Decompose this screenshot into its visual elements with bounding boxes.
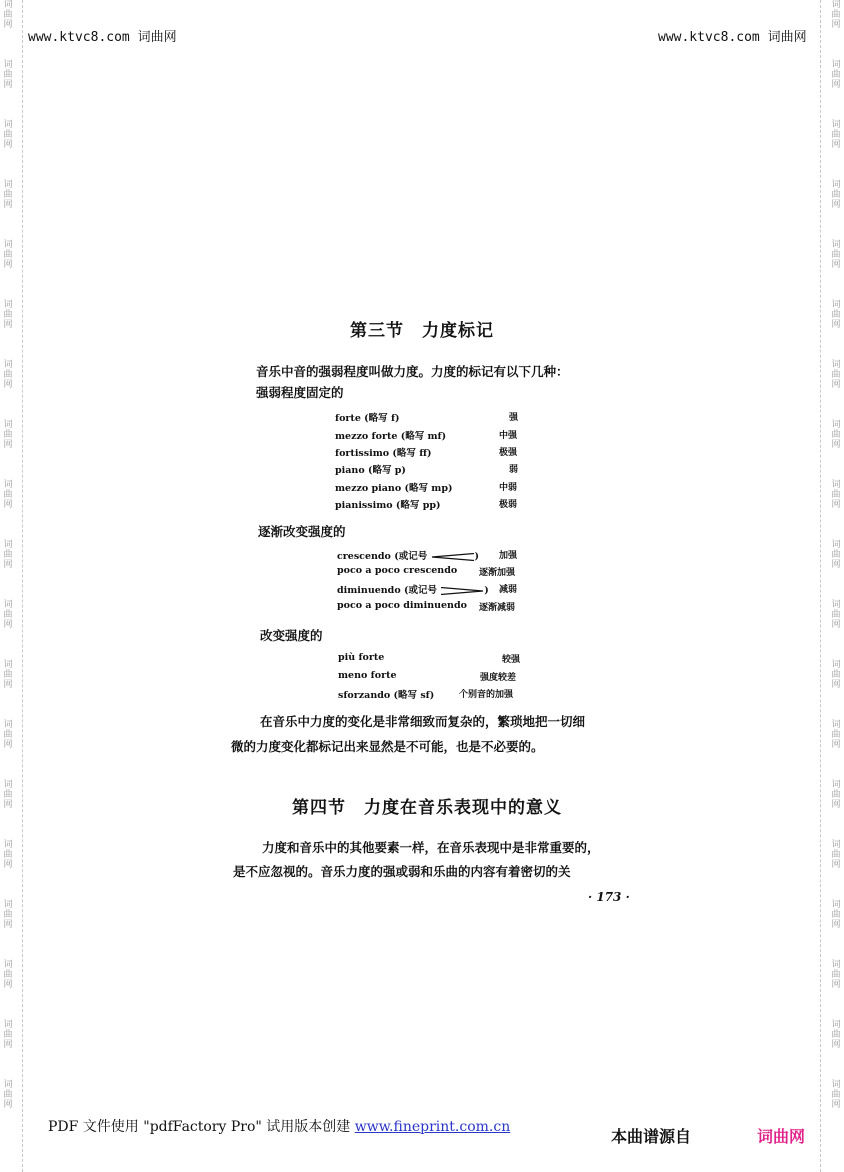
watermark-glyph-group xyxy=(831,360,840,390)
watermark-glyph: 词 xyxy=(3,0,13,10)
watermark-glyph: 网 xyxy=(3,560,13,570)
watermark-glyph: 词 xyxy=(3,1080,13,1090)
watermark-glyph: 词 xyxy=(831,660,841,670)
footer-source-label: 本曲谱源自 xyxy=(611,1127,692,1146)
watermark-glyph: 网 xyxy=(3,1040,13,1050)
section4-title: 第四节 力度在音乐表现中的意义 xyxy=(292,798,562,818)
group-change-heading: 改变强度的 xyxy=(260,628,323,643)
watermark-glyph: 曲 xyxy=(3,610,13,620)
watermark-glyph: 网 xyxy=(3,680,13,690)
watermark-glyph: 网 xyxy=(3,860,13,870)
term-name: crescendo (或记号 ) xyxy=(337,551,480,562)
watermark-glyph: 曲 xyxy=(831,850,841,860)
watermark-glyph: 网 xyxy=(3,380,13,390)
group-fixed-heading: 强弱程度固定的 xyxy=(256,385,344,400)
watermark-glyph: 网 xyxy=(831,860,841,870)
left-dashed-border xyxy=(22,0,23,1172)
term-meaning: 中强 xyxy=(499,431,518,441)
watermark-glyph: 网 xyxy=(831,980,841,990)
watermark-glyph: 曲 xyxy=(831,130,841,140)
term-name: poco a poco crescendo xyxy=(337,565,458,576)
term-meaning: 中弱 xyxy=(499,483,518,493)
watermark-glyph: 曲 xyxy=(831,10,841,20)
left-watermark-strip xyxy=(0,0,16,1172)
watermark-glyph-group xyxy=(831,780,840,810)
watermark-glyph: 词 xyxy=(831,540,841,550)
watermark-glyph-group xyxy=(3,540,12,570)
section3-intro: 音乐中音的强弱程度叫做力度。力度的标记有以下几种： xyxy=(256,364,569,379)
watermark-glyph: 网 xyxy=(3,20,13,30)
term-meaning: 加强 xyxy=(499,551,518,561)
term-name: meno forte xyxy=(338,670,397,681)
watermark-glyph-group xyxy=(3,1080,12,1110)
watermark-glyph-group xyxy=(3,600,12,630)
watermark-glyph-group xyxy=(831,60,840,90)
watermark-glyph: 曲 xyxy=(831,250,841,260)
watermark-glyph: 网 xyxy=(3,200,13,210)
closing-paragraph-line1: 在音乐中力度的变化是非常细致而复杂的，繁琐地把一切细 xyxy=(260,714,586,729)
watermark-glyph: 曲 xyxy=(831,790,841,800)
watermark-glyph-group xyxy=(831,120,840,150)
watermark-glyph: 词 xyxy=(3,300,13,310)
closing-paragraph-line2: 微的力度变化都标记出来显然是不可能，也是不必要的。 xyxy=(231,739,544,754)
watermark-glyph: 网 xyxy=(831,560,841,570)
watermark-glyph: 曲 xyxy=(831,730,841,740)
watermark-glyph: 词 xyxy=(3,60,13,70)
watermark-glyph: 词 xyxy=(3,540,13,550)
term-meaning: 强 xyxy=(509,413,519,423)
watermark-glyph-group xyxy=(3,960,12,990)
crescendo-hairpin-icon xyxy=(431,553,475,561)
watermark-glyph: 词 xyxy=(3,1020,13,1030)
watermark-glyph: 网 xyxy=(831,800,841,810)
watermark-glyph: 网 xyxy=(831,500,841,510)
watermark-glyph: 曲 xyxy=(3,790,13,800)
term-meaning: 减弱 xyxy=(499,585,518,595)
term-meaning: 逐渐加强 xyxy=(479,568,516,578)
watermark-glyph: 词 xyxy=(831,720,841,730)
watermark-glyph-group xyxy=(831,900,840,930)
watermark-glyph-group xyxy=(3,720,12,750)
watermark-glyph: 曲 xyxy=(831,670,841,680)
watermark-glyph: 曲 xyxy=(831,430,841,440)
watermark-glyph: 词 xyxy=(3,180,13,190)
watermark-glyph: 词 xyxy=(831,240,841,250)
watermark-glyph-group xyxy=(831,0,840,30)
watermark-glyph: 网 xyxy=(3,1100,13,1110)
watermark-glyph: 曲 xyxy=(3,730,13,740)
watermark-glyph: 词 xyxy=(831,300,841,310)
term-name: pianissimo (略写 pp) xyxy=(335,500,441,511)
watermark-glyph: 网 xyxy=(3,980,13,990)
watermark-glyph: 词 xyxy=(3,420,13,430)
footer-brand-logo: 词曲网 xyxy=(757,1127,806,1146)
term-meaning: 强度较差 xyxy=(480,673,517,683)
watermark-glyph: 曲 xyxy=(831,370,841,380)
section4-line1: 力度和音乐中的其他要素一样，在音乐表现中是非常重要的， xyxy=(262,840,600,855)
watermark-glyph-group xyxy=(3,60,12,90)
watermark-glyph: 曲 xyxy=(831,610,841,620)
watermark-glyph: 词 xyxy=(831,120,841,130)
watermark-glyph: 曲 xyxy=(3,490,13,500)
watermark-glyph: 曲 xyxy=(3,70,13,80)
watermark-glyph: 曲 xyxy=(831,1090,841,1100)
watermark-glyph: 词 xyxy=(3,360,13,370)
term-name: sforzando (略写 sf) xyxy=(338,690,435,701)
watermark-glyph: 网 xyxy=(3,440,13,450)
watermark-glyph: 曲 xyxy=(3,250,13,260)
watermark-glyph: 曲 xyxy=(3,1030,13,1040)
watermark-glyph-group xyxy=(831,960,840,990)
watermark-glyph: 网 xyxy=(831,140,841,150)
watermark-glyph: 网 xyxy=(831,320,841,330)
watermark-glyph: 词 xyxy=(831,60,841,70)
watermark-glyph: 词 xyxy=(831,600,841,610)
watermark-glyph: 曲 xyxy=(3,550,13,560)
term-meaning: 极强 xyxy=(499,448,518,458)
term-name: fortissimo (略写 ff) xyxy=(335,448,432,459)
watermark-glyph: 词 xyxy=(3,660,13,670)
watermark-glyph: 曲 xyxy=(3,850,13,860)
watermark-glyph: 词 xyxy=(3,780,13,790)
term-meaning: 弱 xyxy=(509,465,519,475)
watermark-glyph: 网 xyxy=(3,920,13,930)
footer-pdf-text: PDF 文件使用 "pdfFactory Pro" 试用版本创建 xyxy=(48,1119,351,1135)
watermark-glyph: 曲 xyxy=(3,970,13,980)
watermark-glyph: 网 xyxy=(3,500,13,510)
watermark-glyph: 曲 xyxy=(3,190,13,200)
watermark-glyph: 曲 xyxy=(831,490,841,500)
watermark-glyph: 词 xyxy=(831,960,841,970)
watermark-glyph: 网 xyxy=(831,200,841,210)
watermark-glyph: 词 xyxy=(831,780,841,790)
watermark-glyph-group xyxy=(831,180,840,210)
watermark-glyph-group xyxy=(3,480,12,510)
section3-title: 第三节 力度标记 xyxy=(350,321,494,341)
watermark-glyph-group xyxy=(831,480,840,510)
term-name: piano (略写 p) xyxy=(335,465,406,476)
watermark-glyph-group xyxy=(3,420,12,450)
watermark-glyph: 网 xyxy=(3,320,13,330)
watermark-glyph: 词 xyxy=(3,240,13,250)
term-name: più forte xyxy=(338,652,385,663)
watermark-glyph: 网 xyxy=(831,80,841,90)
watermark-glyph: 词 xyxy=(3,120,13,130)
watermark-glyph: 词 xyxy=(3,480,13,490)
watermark-glyph-group xyxy=(3,0,12,30)
watermark-glyph: 曲 xyxy=(831,970,841,980)
watermark-glyph: 曲 xyxy=(831,310,841,320)
term-name: poco a poco diminuendo xyxy=(337,600,467,611)
watermark-glyph-group xyxy=(3,300,12,330)
watermark-glyph: 网 xyxy=(831,380,841,390)
term-name: mezzo piano (略写 mp) xyxy=(335,483,453,494)
term-name: mezzo forte (略写 mf) xyxy=(335,431,447,442)
watermark-glyph: 词 xyxy=(831,1080,841,1090)
diminuendo-hairpin-icon xyxy=(440,587,484,595)
watermark-glyph: 网 xyxy=(3,140,13,150)
footer-pdf-notice xyxy=(48,1116,510,1136)
watermark-glyph-group xyxy=(3,240,12,270)
watermark-glyph: 词 xyxy=(831,0,841,10)
watermark-glyph-group xyxy=(3,360,12,390)
fineprint-link[interactable]: www.fineprint.com.cn xyxy=(354,1119,511,1135)
watermark-glyph-group xyxy=(831,840,840,870)
watermark-glyph: 网 xyxy=(3,740,13,750)
right-watermark-strip xyxy=(828,0,844,1172)
term-meaning: 逐渐减弱 xyxy=(479,603,516,613)
watermark-glyph: 网 xyxy=(831,1040,841,1050)
watermark-glyph: 曲 xyxy=(3,1090,13,1100)
watermark-glyph-group xyxy=(3,840,12,870)
watermark-glyph: 网 xyxy=(3,80,13,90)
watermark-glyph: 词 xyxy=(831,840,841,850)
watermark-glyph: 词 xyxy=(3,960,13,970)
watermark-glyph: 词 xyxy=(3,900,13,910)
watermark-glyph: 网 xyxy=(831,1100,841,1110)
term-meaning: 较强 xyxy=(502,655,521,665)
watermark-glyph: 曲 xyxy=(831,70,841,80)
watermark-glyph: 曲 xyxy=(3,670,13,680)
watermark-glyph: 网 xyxy=(3,800,13,810)
watermark-glyph: 网 xyxy=(831,680,841,690)
page-number: · 173 · xyxy=(588,890,630,904)
watermark-glyph: 词 xyxy=(831,420,841,430)
watermark-glyph: 网 xyxy=(3,620,13,630)
watermark-glyph: 网 xyxy=(831,260,841,270)
watermark-glyph: 曲 xyxy=(3,910,13,920)
watermark-glyph: 网 xyxy=(831,440,841,450)
watermark-glyph-group xyxy=(831,720,840,750)
watermark-glyph: 词 xyxy=(831,360,841,370)
watermark-glyph: 曲 xyxy=(831,550,841,560)
watermark-glyph: 曲 xyxy=(3,370,13,380)
section4-line2: 是不应忽视的。音乐力度的强或弱和乐曲的内容有着密切的关 xyxy=(233,864,571,879)
watermark-glyph-group xyxy=(3,660,12,690)
watermark-glyph: 词 xyxy=(831,180,841,190)
right-dashed-border xyxy=(820,0,821,1172)
watermark-glyph-group xyxy=(3,900,12,930)
watermark-glyph: 词 xyxy=(831,1020,841,1030)
watermark-glyph-group xyxy=(831,300,840,330)
watermark-glyph: 网 xyxy=(831,920,841,930)
watermark-glyph-group xyxy=(831,600,840,630)
watermark-glyph-group xyxy=(831,540,840,570)
watermark-glyph-group xyxy=(831,240,840,270)
watermark-glyph: 曲 xyxy=(831,910,841,920)
watermark-glyph: 词 xyxy=(3,600,13,610)
watermark-glyph-group xyxy=(831,1020,840,1050)
watermark-glyph-group xyxy=(3,1020,12,1050)
term-name: diminuendo (或记号 ) xyxy=(337,585,489,596)
watermark-glyph: 词 xyxy=(3,720,13,730)
watermark-glyph: 词 xyxy=(3,840,13,850)
watermark-glyph: 词 xyxy=(831,900,841,910)
group-gradual-heading: 逐渐改变强度的 xyxy=(258,524,346,539)
term-name: forte (略写 f) xyxy=(335,413,400,424)
watermark-glyph-group xyxy=(831,1080,840,1110)
watermark-glyph: 曲 xyxy=(3,10,13,20)
watermark-glyph: 曲 xyxy=(3,310,13,320)
watermark-glyph: 网 xyxy=(831,740,841,750)
watermark-glyph-group xyxy=(3,180,12,210)
watermark-glyph: 曲 xyxy=(831,1030,841,1040)
watermark-glyph: 网 xyxy=(3,260,13,270)
watermark-glyph-group xyxy=(3,120,12,150)
watermark-glyph-group xyxy=(831,420,840,450)
watermark-glyph-group xyxy=(831,660,840,690)
term-meaning: 极弱 xyxy=(499,500,518,510)
header-site-url-right: www.ktvc8.com 词曲网 xyxy=(658,30,807,45)
watermark-glyph: 曲 xyxy=(3,130,13,140)
watermark-glyph: 网 xyxy=(831,620,841,630)
term-meaning: 个别音的加强 xyxy=(459,690,514,700)
watermark-glyph-group xyxy=(3,780,12,810)
watermark-glyph: 曲 xyxy=(3,430,13,440)
watermark-glyph: 网 xyxy=(831,20,841,30)
watermark-glyph: 曲 xyxy=(831,190,841,200)
header-site-url-left: www.ktvc8.com 词曲网 xyxy=(28,30,177,45)
watermark-glyph: 词 xyxy=(831,480,841,490)
